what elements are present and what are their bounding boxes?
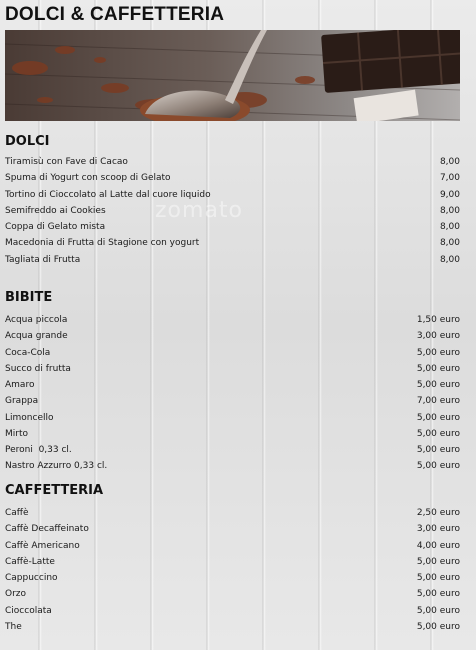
menu-item [5,219,460,235]
item-name: Spuma di Yogurt con scoop di Gelato [5,173,171,184]
section-title: CAFFETTERIA [5,483,104,498]
menu-item [5,505,460,521]
item-price: 5,00 euro [416,605,460,616]
item-name: Orzo [5,589,27,600]
menu-item [5,377,460,393]
menu-list [5,312,460,475]
item-price: 5,00 euro [416,556,460,567]
menu-item [5,252,460,268]
item-price: 5,00 euro [416,380,460,391]
item-name: Acqua piccola [5,315,68,326]
menu-item [5,328,460,344]
item-price: 5,00 euro [416,412,460,423]
menu-item [5,586,460,602]
menu-item [5,521,460,537]
item-price: 8,00 [439,205,460,216]
menu-item [5,170,460,186]
dessert-banner-image [5,30,460,121]
item-price: 8,00 [439,254,460,265]
item-name: Limoncello [5,412,54,423]
item-price: 5,00 euro [416,363,460,374]
item-price: 5,00 euro [416,445,460,456]
item-name: Tortino di Cioccolato al Latte dal cuore liquido [5,189,211,200]
item-name: Amaro [5,380,35,391]
item-name: Caffè Decaffeinato [5,524,89,535]
section-bibite [5,289,460,475]
item-price: 5,00 euro [416,573,460,584]
item-name: Mirto [5,428,29,439]
item-name: Caffè [5,508,29,519]
item-price: 7,00 [439,173,460,184]
menu-item [5,187,460,203]
item-price: 3,00 euro [416,331,460,342]
item-name: Caffè-Latte [5,556,55,567]
item-price: 8,00 [439,157,460,168]
item-price: 8,00 [439,222,460,233]
item-name: Tagliata di Frutta [5,254,81,265]
item-price: 2,50 euro [416,508,460,519]
item-price: 5,00 euro [416,621,460,632]
item-name: Peroni 0,33 cl. [5,445,72,456]
menu-list [5,154,460,268]
menu-item [5,361,460,377]
menu-item [5,458,460,474]
menu-item [5,603,460,619]
page-title: DOLCI & CAFFETTERIA [5,4,225,25]
menu-item [5,442,460,458]
item-name: Caffè Americano [5,540,80,551]
menu-item [5,203,460,219]
menu-item [5,570,460,586]
item-price: 5,00 euro [416,589,460,600]
item-name: Cioccolata [5,605,52,616]
menu-item [5,538,460,554]
item-name: Macedonia di Frutta di Stagione con yogurt [5,238,200,249]
menu-item [5,410,460,426]
section-dolci [5,133,460,268]
item-price: 3,00 euro [416,524,460,535]
item-price: 5,00 euro [416,461,460,472]
menu-item [5,235,460,251]
item-name: Coppa di Gelato mista [5,222,106,233]
item-name: Grappa [5,396,39,407]
item-name: Nastro Azzurro 0,33 cl. [5,461,108,472]
item-price: 5,00 euro [416,347,460,358]
section-title: BIBITE [5,290,53,305]
section-caffetteria [5,482,460,635]
item-name: Coca-Cola [5,347,51,358]
item-name: Semifreddo ai Cookies [5,205,106,216]
item-name: Cappuccino [5,573,58,584]
item-name: The [5,621,22,632]
menu-item [5,312,460,328]
item-price: 5,00 euro [416,428,460,439]
menu-item [5,393,460,409]
menu-item [5,345,460,361]
item-name: Tiramisù con Fave di Cacao [5,157,128,168]
item-price: 9,00 [439,189,460,200]
menu-item [5,426,460,442]
item-price: 7,00 euro [416,396,460,407]
menu-item [5,154,460,170]
item-price: 8,00 [439,238,460,249]
watermark: zomato [155,198,244,223]
menu-item [5,619,460,635]
menu-item [5,554,460,570]
item-price: 1,50 euro [416,315,460,326]
section-title: DOLCI [5,134,50,149]
item-name: Acqua grande [5,331,68,342]
item-price: 4,00 euro [416,540,460,551]
item-name: Succo di frutta [5,363,71,374]
menu-list [5,505,460,635]
